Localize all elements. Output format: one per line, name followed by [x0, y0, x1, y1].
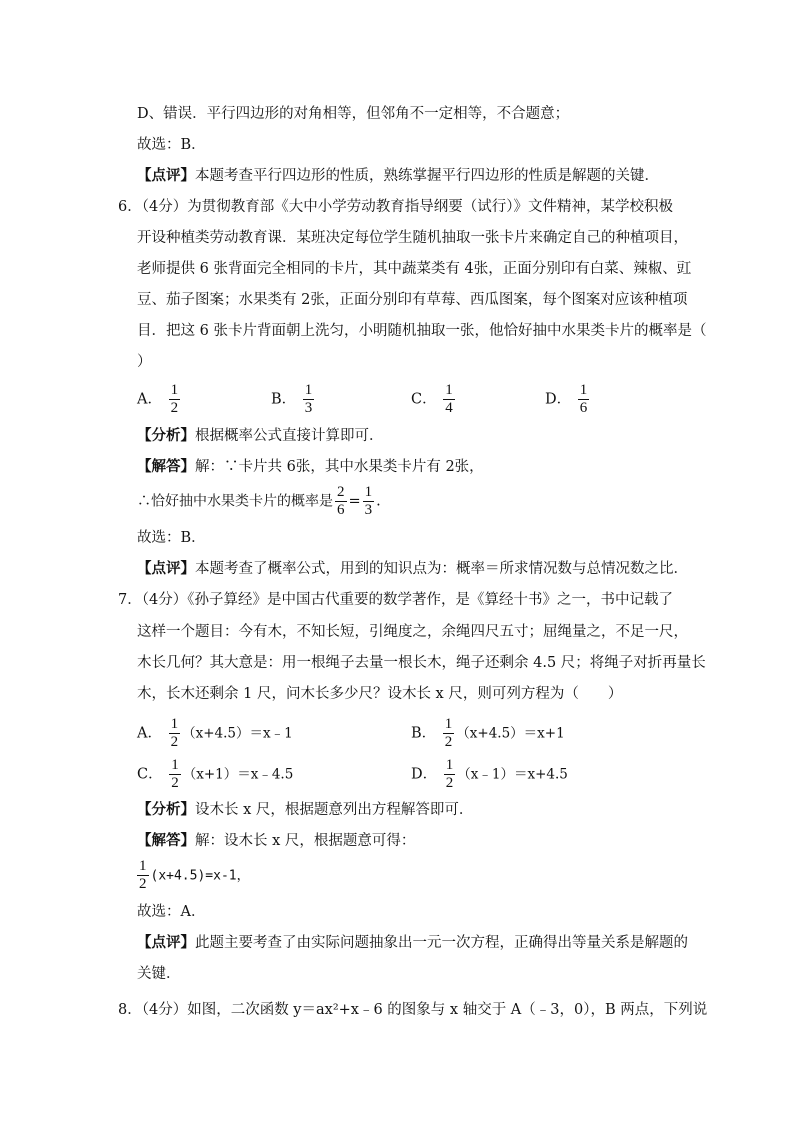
q7-stem-line: 木，长木还剩余 1 尺，问木长多少尺？设木长 x 尺，则可列方程为（ ） — [137, 686, 623, 702]
q6-option-d — [545, 383, 591, 416]
comment-tag: 【点评】 — [137, 560, 195, 577]
q7-equation — [137, 859, 250, 892]
q6-stem-line: 目．把这 6 张卡片背面朝上洗匀，小明随机抽取一张，他恰好抽中水果类卡片的概率是（ — [137, 323, 707, 339]
q7-option-b — [411, 717, 565, 750]
q6-stem-line: 6．（4分）为贯彻教育部《大中小学劳动教育指导纲要（试行）》文件精神，某学校积极 — [118, 199, 673, 215]
solution-tag: 【解答】 — [137, 832, 195, 849]
analysis-text: 设木长 x 尺，根据题意列出方程解答即可． — [195, 802, 474, 818]
q7-stem-line: 7．（4分）《孙子算经》是中国古代重要的数学著作，是《算经十书》之一，书中记载了 — [118, 592, 673, 608]
q6-answer: 故选：B． — [137, 530, 206, 546]
option-label: D． — [545, 391, 572, 408]
fraction: $\frac{1}{2}$ — [170, 716, 179, 750]
q7-stem-line: 木长几何？其大意是：用一根绳子去量一根长木，绳子还剩余 4.5 尺；将绳子对折再量长 — [137, 655, 706, 671]
q6-stem-line: 老师提供 6 张背面完全相同的卡片，其中蔬菜类有 4张，正面分别印有白菜、辣椒、豇 — [137, 261, 692, 277]
q7-stem-line: 这样一个题目：今有木，不知长短，引绳度之，余绳四尺五寸；屈绳量之，不足一尺， — [137, 624, 688, 640]
solution-text: 解：∵卡片共 6张，其中水果类卡片有 2张， — [195, 459, 484, 475]
prev-answer: 故选：B． — [137, 137, 206, 153]
option-label: C． — [411, 391, 437, 408]
option-label: D． — [411, 766, 438, 783]
option-expression: （x+4.5）＝x+1 — [456, 725, 565, 742]
fraction: $\frac{2}{6}$ — [337, 484, 345, 518]
option-label: C． — [137, 766, 163, 783]
analysis-tag: 【分析】 — [137, 427, 195, 444]
option-label: A． — [137, 391, 162, 408]
prev-comment — [137, 166, 659, 186]
period: . — [376, 493, 381, 510]
option-label: B． — [411, 725, 437, 742]
q7-comment — [137, 933, 688, 953]
equation-expression: (x+4.5)=x-1， — [150, 868, 250, 884]
q7-option-c — [137, 758, 293, 791]
fraction: $\frac{1}{6}$ — [579, 382, 588, 416]
q6-stem-line: 豆、茄子图案；水果类有 2张，正面分别印有草莓、西瓜图案，每个图案对应该种植项 — [137, 292, 688, 308]
q7-comment-continued: 关键． — [137, 966, 181, 982]
fraction: $\frac{1}{4}$ — [445, 382, 453, 416]
fraction: $\frac{1}{2}$ — [444, 716, 453, 750]
fraction: $\frac{1}{2}$ — [170, 382, 179, 416]
q6-analysis — [137, 426, 384, 446]
solution-text: 解：设木长 x 尺，根据题意可得： — [195, 833, 416, 849]
q8-stem-line: 8．（4分）如图，二次函数 y＝ax²+x﹣6 的图象与 x 轴交于 A（﹣3，0），B 两点，下列说 — [118, 1002, 708, 1018]
q6-option-c — [411, 383, 457, 416]
fraction: $\frac{1}{2}$ — [139, 858, 147, 892]
q6-comment — [137, 559, 688, 579]
comment-tag: 【点评】 — [137, 934, 195, 951]
fraction: $\frac{1}{2}$ — [171, 757, 179, 791]
analysis-text: 根据概率公式直接计算即可． — [195, 428, 384, 444]
comment-text: 本题考查了概率公式，用到的知识点为：概率＝所求情况数与总情况数之比． — [195, 561, 688, 577]
analysis-tag: 【分析】 — [137, 801, 195, 818]
option-expression: （x+4.5）＝x﹣1 — [182, 725, 293, 742]
q7-option-d — [411, 758, 568, 791]
q6-probability-line — [137, 485, 381, 518]
option-label: A． — [137, 725, 162, 742]
fraction: $\frac{1}{3}$ — [304, 382, 313, 416]
comment-tag: 【点评】 — [137, 167, 195, 184]
equals-sign: = — [348, 493, 361, 510]
option-expression: （x﹣1）＝x+4.5 — [457, 766, 568, 783]
option-label: B． — [271, 391, 297, 408]
fraction: $\frac{1}{3}$ — [364, 484, 373, 518]
q7-solution — [137, 831, 415, 851]
q6-option-b — [271, 383, 316, 416]
comment-text: 本题考查平行四边形的性质，熟练掌握平行四边形的性质是解题的关键． — [195, 168, 659, 184]
prev-option-d-explanation: D、错误．平行四边形的对角相等，但邻角不一定相等，不合题意； — [137, 106, 570, 122]
q7-option-a — [137, 717, 293, 750]
q6-solution — [137, 457, 484, 477]
q6-option-a — [137, 383, 182, 416]
therefore-text: ∴恰好抽中水果类卡片的概率是 — [137, 493, 333, 510]
q7-analysis — [137, 800, 473, 820]
q7-answer: 故选：A． — [137, 904, 206, 920]
solution-tag: 【解答】 — [137, 458, 195, 475]
fraction: $\frac{1}{2}$ — [445, 757, 454, 791]
comment-text: 此题主要考查了由实际问题抽象出一元一次方程，正确得出等量关系是解题的 — [195, 935, 688, 951]
option-expression: （x+1）＝x﹣4.5 — [182, 766, 294, 783]
q6-stem-line: 开设种植类劳动教育课．某班决定每位学生随机抽取一张卡片来确定自己的种植项目， — [137, 230, 688, 246]
q6-stem-line: ） — [137, 354, 152, 370]
